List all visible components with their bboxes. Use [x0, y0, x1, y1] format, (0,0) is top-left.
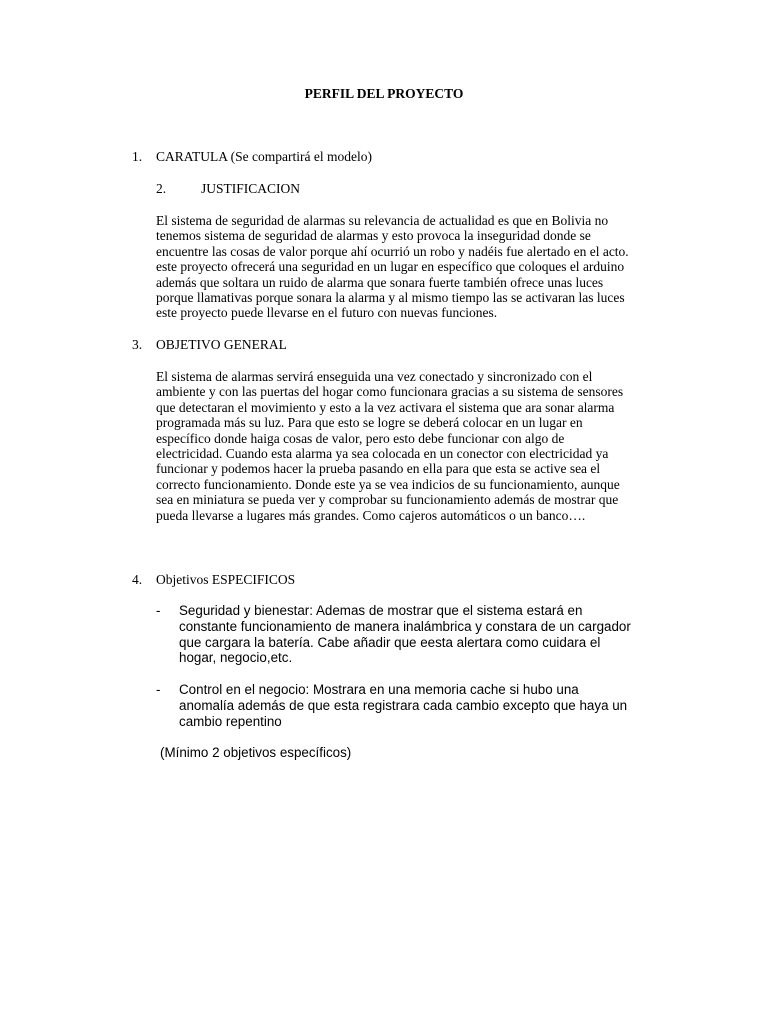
section-number: 4. [132, 572, 143, 587]
section-objetivos-especificos [132, 572, 295, 588]
paragraph-line: además que soltara un ruido de alarma que sonara fuerte también ofrece unas luces [156, 274, 604, 290]
paragraph-line: ambiente y con las puertas del hogar como funcionara gracias a su sistema de sensores [156, 384, 624, 400]
paragraph-line: funcionar y podemos hacer la prueba pasando en ella para que esta se active sea el [156, 461, 601, 477]
paragraph-line: porque llamativas porque sonara la alarma y al mismo tiempo las se activaran las luces [156, 290, 625, 306]
section-justificacion [156, 181, 300, 197]
paragraph-line: este proyecto puede llevarse en el futuro con nuevas funciones. [156, 305, 498, 321]
document-title: PERFIL DEL PROYECTO [304, 86, 464, 101]
paragraph-line: El sistema de seguridad de alarmas su relevancia de actualidad es que en Bolivia no [156, 213, 609, 228]
bullet-line: cambio repentino [179, 713, 282, 729]
bullet-line: Seguridad y bienestar: Ademas de mostrar que el sistema estará en [179, 603, 583, 618]
paragraph-line: electricidad. Cuando esta alarma ya sea colocada en un conector con electricidad ya [156, 446, 609, 462]
section-number: 2. [156, 181, 167, 196]
bullet-line: anomalía además de que esta registrara cada cambio excepto que haya un [179, 697, 628, 713]
paragraph-line: sea en miniatura se pueda ver y comprobar su funcionamiento además de mostrar que [156, 492, 619, 508]
section-heading: CARATULA (Se compartirá el modelo) [156, 149, 372, 164]
paragraph-line: pueda llevarse a lugares más grandes. Como cajeros automáticos o un banco…. [156, 507, 586, 523]
section-number: 3. [132, 337, 143, 352]
section-caratula [132, 149, 372, 165]
paragraph-line: programada más su luz. Para que esto se logre se deberá colocar en un lugar en [156, 415, 583, 431]
justificacion-paragraph [156, 213, 676, 321]
paragraph-line: que detectaran el movimiento y esto a la vez activara el sistema que ara sonar alarma [156, 399, 615, 415]
bullet-dash: - [156, 603, 161, 618]
bullet-line: que cargara la batería. Cabe añadir que eesta alertara como cuidara el [179, 634, 601, 650]
bullet-line: hogar, negocio,etc. [179, 650, 293, 666]
section-number: 1. [132, 149, 143, 164]
bullet-text [179, 603, 679, 666]
bullet-dash: - [156, 682, 161, 697]
paragraph-line: correcto funcionamiento. Donde este ya se vea indicios de su funcionamiento, aunque [156, 476, 620, 492]
minimum-objectives-note: (Mínimo 2 objetivos específicos) [160, 745, 352, 760]
bullet-line: constante funcionamiento de manera inalámbrica y constara de un cargador [179, 618, 631, 634]
bullet-line: Control en el negocio: Mostrara en una memoria cache si hubo una [179, 682, 579, 697]
paragraph-line: encuentre las cosas de valor porque ahí ocurrió un robo y nadéis fue alertado en el acto. [156, 243, 629, 259]
paragraph-line: específico donde haiga cosas de valor, pero esto debe funcionar con algo de [156, 430, 565, 446]
paragraph-line: este proyecto ofrecerá una seguridad en un lugar en específico que coloques el arduino [156, 259, 625, 275]
bullet-text [179, 682, 679, 729]
paragraph-line: tenemos sistema de seguridad de alarmas y esto provoca la inseguridad donde se [156, 228, 591, 244]
section-heading: JUSTIFICACION [201, 181, 301, 196]
objetivo-general-paragraph [156, 369, 676, 523]
section-heading: Objetivos ESPECIFICOS [156, 572, 296, 587]
paragraph-line: El sistema de alarmas servirá enseguida una vez conectado y sincronizado con el [156, 369, 593, 384]
section-heading: OBJETIVO GENERAL [156, 337, 287, 352]
section-objetivo-general [132, 337, 287, 353]
